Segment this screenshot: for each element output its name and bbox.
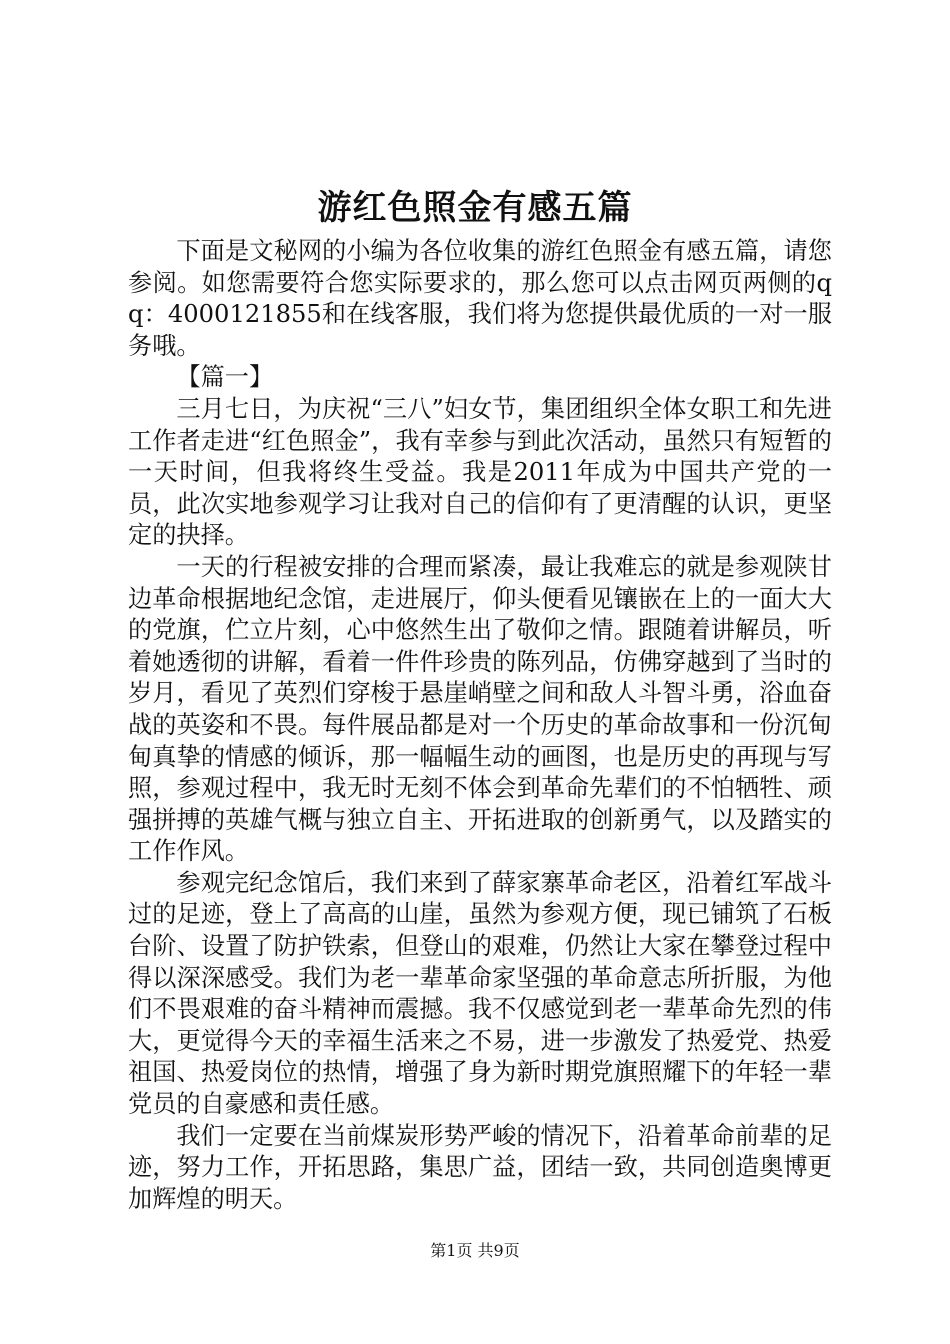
body-paragraph: 三月七日，为庆祝“三八”妇女节，集团组织全体女职工和先进工作者走进“红色照金”，我有幸参与到此次活动，虽然只有短暂的一天时间，但我将终生受益。我是2011年成为中国共产党的一员，此次实地参观学习让我对自己的信仰有了更清醒的认识，更坚定的抉择。: [128, 394, 832, 550]
section-heading: 【篇一】: [176, 363, 274, 392]
document-title: 游红色照金有感五篇: [317, 188, 633, 228]
body-paragraph: 我们一定要在当前煤炭形势严峻的情况下，沿着革命前辈的足迹，努力工作，开拓思路，集思广益，团结一致，共同创造奥博更加辉煌的明天。: [128, 1121, 832, 1213]
body-paragraph: 参观完纪念馆后，我们来到了薛家寨革命老区，沿着红军战斗过的足迹，登上了高高的山崖，虽然为参观方便，现已铺筑了石板台阶、设置了防护铁索，但登山的艰难，仍然让大家在攀登过程中得以深深感受。我们为老一辈革命家坚强的革命意志所折服，为他们不畏艰难的奋斗精神而震撼。我不仅感觉到老一辈革命先烈的伟大，更觉得今天的幸福生活来之不易，进一步激发了热爱党、热爱祖国、热爱岗位的热情，增强了身为新时期党旗照耀下的年轻一辈党员的自豪感和责任感。: [128, 868, 832, 1119]
intro-paragraph: 下面是文秘网的小编为各位收集的游红色照金有感五篇，请您参阅。如您需要符合您实际要求的，那么您可以点击网页两侧的qq：4000121855和在线客服，我们将为您提供最优质的一对一服务哦。: [128, 237, 832, 360]
document-body: [128, 236, 832, 1215]
body-paragraph: 一天的行程被安排的合理而紧凑，最让我难忘的就是参观陕甘边革命根据地纪念馆，走进展厅，仰头便看见镶嵌在上的一面大大的党旗，伫立片刻，心中悠然生出了敬仰之情。跟随着讲解员，听着她透彻的讲解，看着一件件珍贵的陈列品，仿佛穿越到了当时的岁月，看见了英烈们穿梭于悬崖峭壁之间和敌人斗智斗勇，浴血奋战的英姿和不畏。每件展品都是对一个历史的革命故事和一份沉甸甸真挚的情感的倾诉，那一幅幅生动的画图，也是历史的再现与写照，参观过程中，我无时无刻不体会到革命先辈们的不怕牺牲、顽强拼搏的英雄气概与独立自主、开拓进取的创新勇气，以及踏实的工作作风。: [128, 552, 832, 866]
page-footer: 第1页 共9页: [430, 1241, 520, 1260]
